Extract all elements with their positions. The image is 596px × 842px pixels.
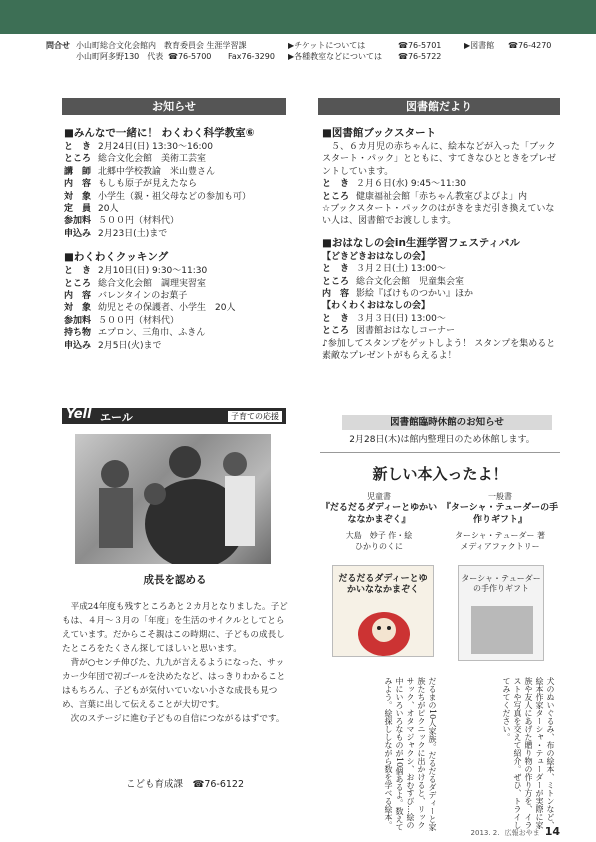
book-author: ターシャ・テューダー 著 <box>455 531 545 540</box>
yell-subtitle: 子育ての応援 <box>228 411 282 422</box>
detail-row: と き ３月３日(日) 13:00～ <box>322 313 446 324</box>
festival-note: ♪参加してスタンプをゲットしよう！ スタンプを集めると素敵なプレゼントがもらえるよ！ <box>322 338 556 362</box>
detail-row: 内 容 バレンタインのお菓子 <box>64 291 188 302</box>
festival-details-1 <box>322 263 562 300</box>
events-tel: ☎76-5722 <box>398 52 442 61</box>
detail-row: 講 師 北郷中学校教諭 米山豊さん <box>64 166 216 177</box>
detail-row: ところ 総合文化会館 調理実習室 <box>64 278 207 289</box>
library-title: 図書館だより <box>406 100 472 113</box>
essay-body <box>62 600 288 726</box>
event2-heading: ■わくわくクッキング <box>64 251 169 264</box>
book-review: だるまの10人家族。だるだるダディーと家族たちがピクニックに出かけると、リックサック、オタマジャクシ、おむすび…絵の中にいろいろなものが10個あるよ。数えてみよう。絵探ししながら数を学べる絵本。 <box>384 677 437 832</box>
yell-logo: Yell <box>66 407 92 422</box>
bookstart-body: ５、６カ月児の赤ちゃんに、絵本などが入った「ブックスタート・パック」とともに、すてきなひとときをプレゼントしています。 <box>322 142 556 177</box>
detail-row: 定 員 20人 <box>64 204 119 215</box>
contact-org: 小山町総合文化会館内 教育委員会 生涯学習課 <box>76 41 247 50</box>
ticket-tel: ☎76-5701 <box>398 41 442 50</box>
book-cover <box>458 565 544 661</box>
footer-publication: 広報おやま <box>504 829 540 837</box>
detail-row: 内 容 もしも原子が見えたなら <box>64 179 198 190</box>
book-item <box>320 491 438 552</box>
detail-row: 持ち物 エプロン、三角巾、ふきん <box>64 328 206 339</box>
book-publisher: メディアファクトリー <box>460 542 540 551</box>
oshirase-body <box>64 126 288 352</box>
detail-row: 内 容 影絵『ばけものつかい』ほか <box>322 289 474 300</box>
contact-tel-rep: ☎76-5700 <box>168 52 212 61</box>
yell-title: エール <box>100 411 133 424</box>
festival-details-2 <box>322 313 562 338</box>
essay-paragraph: 次のステージに進む子どもの自信につながるはずです。 <box>70 714 285 724</box>
book-title: 『ターシャ・テューダーの手作りギフト』 <box>441 503 559 525</box>
events-label: ▶各種教室などについては <box>288 52 382 61</box>
bookstart-heading: ■図書館ブックスタート <box>322 127 437 139</box>
ticket-label: ▶チケットについては <box>288 41 366 50</box>
detail-row: 対 象 幼児とその保護者、小学生 20人 <box>64 303 236 314</box>
detail-row: ところ 図書館おはなしコーナー <box>322 326 456 337</box>
closure-body: 2月28日(木)は館内整理日のため休館します。 <box>349 435 535 445</box>
closure-title: 図書館臨時休館のお知らせ <box>342 415 552 430</box>
detail-row: ところ 総合文化会館 児童集会室 <box>322 276 465 287</box>
book-cover <box>332 565 434 657</box>
page-footer <box>440 820 560 839</box>
yell-photo <box>75 434 271 564</box>
essay-paragraph: 平成24年度も残すところあと２カ月となりました。子どもは、４月～３月の「年度」を生活のサイクルとしてとらえています。だからこそ親はこの時期に、子どもの成長したところをたくさん探してほしいと思います。 <box>62 602 288 654</box>
contact-block <box>46 40 566 62</box>
festival-sub2: 【わくわくおはなしの会】 <box>322 301 431 312</box>
bookstart-note: ☆ブックスタート・パックのはがきをまだ引き換えていない人は、図書館でお渡しします。 <box>322 204 555 227</box>
contact-label: 問合せ <box>46 41 70 50</box>
detail-row: 対 象 小学生（親・祖父母などの参加も可） <box>64 191 252 202</box>
book-category: 一般書 <box>488 492 512 501</box>
bookstart-details <box>322 178 562 203</box>
book-cover-title: ターシャ・テューダーの手作りギフト <box>461 574 541 593</box>
contact-address: 小山町阿多野130 代表 <box>76 52 164 61</box>
book-title: 『だるだるダディーとゆかいななかまぞく』 <box>320 503 438 525</box>
festival-heading: ■おはなしの会in生涯学習フェスティバル <box>322 236 520 249</box>
detail-row: と き 2月10日(日) 9:30～11:30 <box>64 266 208 277</box>
book-review: 犬のぬいぐるみ、布の絵本、ミトンなど、絵本作家ターシャ・テューダーが実際に家族や友人にあげた贈り物の作り方を、イラストや写真を交えて紹介。ぜひ、トライしてみてください。 <box>502 677 555 829</box>
essay-paragraph: 背が○センチ伸びた、九九が言えるようになった、サッカー少年団で初ゴールを決めたなど、はっきりわかることはもちろん、子どもが気付いていない小さな成長も見つめ、言葉に出して伝えることが大切です。 <box>62 658 286 710</box>
footer-date: 2013. 2. <box>470 829 500 837</box>
event1-heading: ■みんなで一緒に！ わくわく科学教室⑥ <box>64 127 255 139</box>
book-category: 児童書 <box>367 492 391 501</box>
book-author: 大島 妙子 作・絵 <box>345 531 413 540</box>
detail-row: ところ 総合文化会館 美術工芸室 <box>64 154 207 165</box>
library-header <box>318 98 560 115</box>
header-band <box>0 0 596 34</box>
book-cover-title: だるだるダディーとゆかいななかまぞく <box>338 574 428 595</box>
contact-fax: Fax76-3290 <box>228 52 275 61</box>
oshirase-header <box>62 98 286 115</box>
detail-row: と き ２月６日(水) 9:45～11:30 <box>322 179 467 190</box>
book-publisher: ひかりのくに <box>355 542 403 551</box>
yell-footer: こども育成課 ☎76-6122 <box>125 779 245 790</box>
detail-row: と き ３月２日(土) 13:00～ <box>322 264 446 275</box>
library-tel: ☎76-4270 <box>508 41 552 50</box>
event2-details <box>64 265 288 352</box>
book-item <box>440 491 560 552</box>
library-label: ▶図書館 <box>464 41 495 50</box>
library-body <box>322 126 562 363</box>
page-number: 14 <box>544 825 560 838</box>
detail-row: 参加料 ５００円（材料代） <box>64 315 180 326</box>
yell-bar <box>62 408 286 424</box>
festival-sub1: 【どきどきおはなしの会】 <box>322 251 431 262</box>
essay-title: 成長を認める <box>143 574 207 586</box>
detail-row: 参加料 ５００円（材料代） <box>64 216 180 227</box>
event1-details <box>64 141 288 240</box>
new-books-panel <box>320 452 560 838</box>
detail-row: 申込み 2月5日(火)まで <box>64 340 162 351</box>
detail-row: 申込み 2月23日(土)まで <box>64 228 168 239</box>
oshirase-title: お知らせ <box>152 100 196 113</box>
detail-row: と き 2月24日(日) 13:30～16:00 <box>64 142 213 152</box>
new-books-title: 新しい本入ったよ！ <box>372 465 508 483</box>
detail-row: ところ 健康福祉会館「赤ちゃん教室ぴよぴよ」内 <box>322 191 528 202</box>
